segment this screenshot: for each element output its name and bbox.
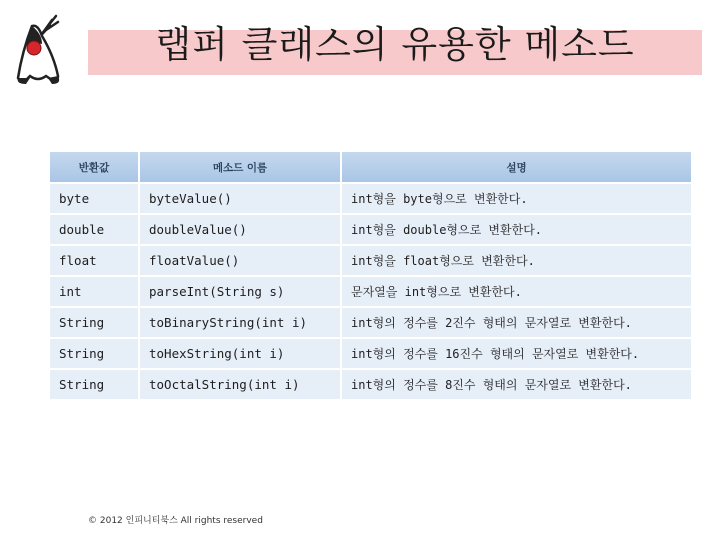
header-return-type: 반환값	[50, 152, 138, 184]
cell-description: int형의 정수를 16진수 형태의 문자열로 변환한다.	[342, 339, 691, 370]
table-row	[50, 215, 691, 246]
cell-method-name: byteValue()	[140, 184, 340, 215]
cell-method-name: parseInt(String s)	[140, 277, 340, 308]
cell-method-name: doubleValue()	[140, 215, 340, 246]
cell-method-name: toOctalString(int i)	[140, 370, 340, 401]
cell-return-type: float	[50, 246, 138, 277]
header-description: 설명	[342, 152, 691, 184]
table-row	[50, 277, 691, 308]
cell-return-type: double	[50, 215, 138, 246]
copyright-footer: © 2012 인피니티북스 All rights reserved	[88, 516, 263, 526]
table-row	[50, 339, 691, 370]
cell-description: int형의 정수를 2진수 형태의 문자열로 변환한다.	[342, 308, 691, 339]
cell-method-name: toHexString(int i)	[140, 339, 340, 370]
cell-description: int형을 byte형으로 변환한다.	[342, 184, 691, 215]
cell-description: 문자열을 int형으로 변환한다.	[342, 277, 691, 308]
cell-return-type: int	[50, 277, 138, 308]
table-row	[50, 246, 691, 277]
java-duke-logo-icon	[12, 12, 70, 88]
table-header-row	[50, 152, 691, 184]
table-row	[50, 308, 691, 339]
methods-table	[48, 152, 691, 398]
cell-return-type: String	[50, 308, 138, 339]
cell-description: int형의 정수를 8진수 형태의 문자열로 변환한다.	[342, 370, 691, 401]
cell-return-type: byte	[50, 184, 138, 215]
table-row	[50, 184, 691, 215]
cell-description: int형을 float형으로 변환한다.	[342, 246, 691, 277]
cell-description: int형을 double형으로 변환한다.	[342, 215, 691, 246]
cell-method-name: toBinaryString(int i)	[140, 308, 340, 339]
cell-return-type: String	[50, 370, 138, 401]
header-method-name: 메소드 이름	[140, 152, 340, 184]
table-row	[50, 370, 691, 401]
cell-return-type: String	[50, 339, 138, 370]
page-title: 랩퍼 클래스의 유용한 메소드	[155, 23, 635, 66]
cell-method-name: floatValue()	[140, 246, 340, 277]
